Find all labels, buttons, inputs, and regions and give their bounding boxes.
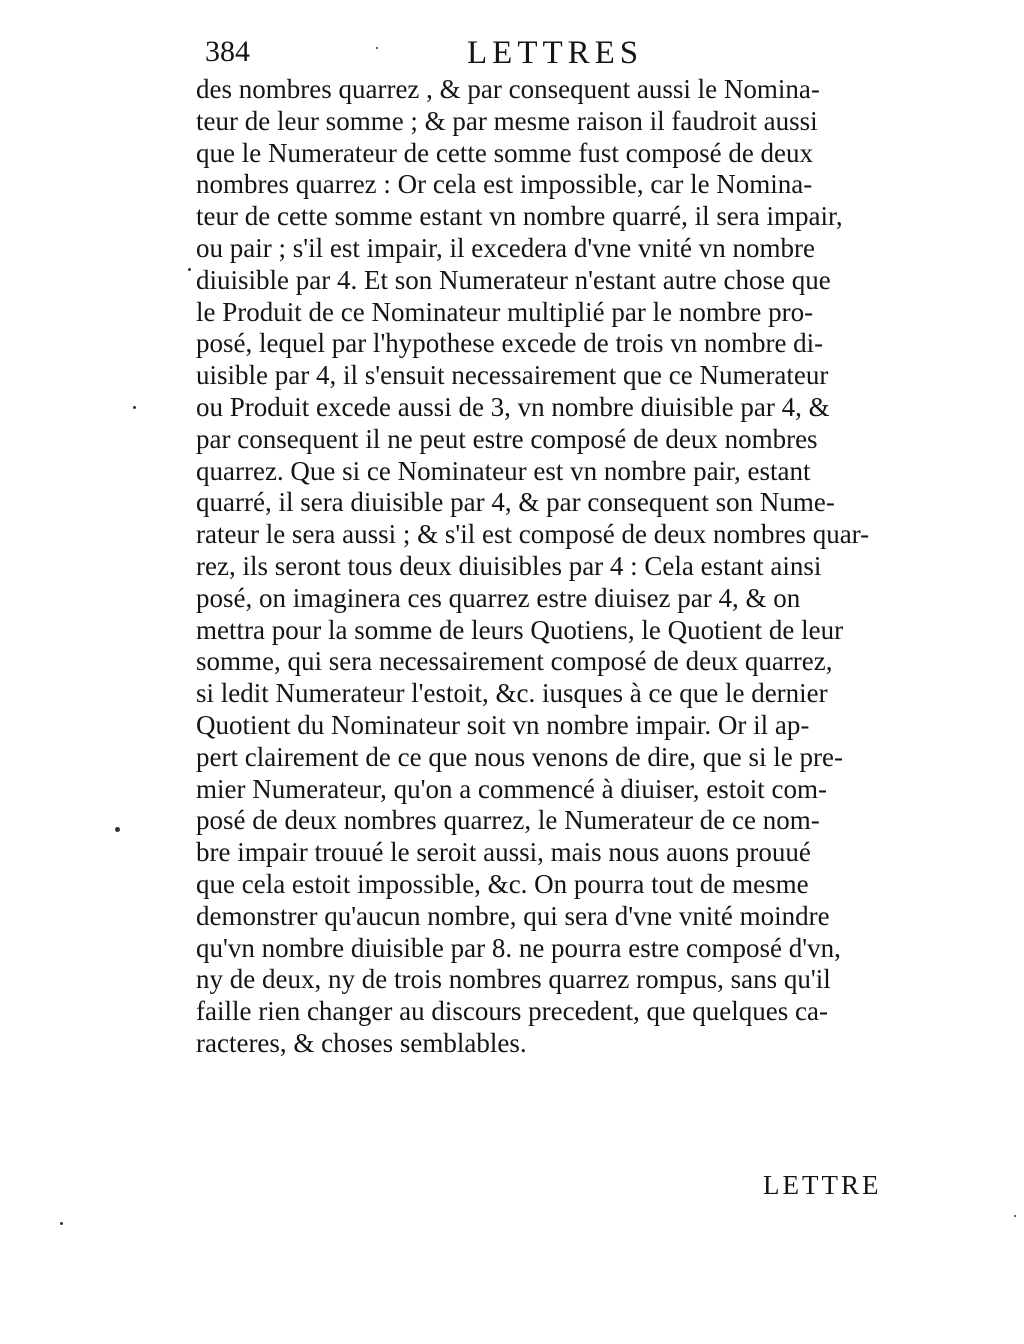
ink-speck (188, 268, 191, 271)
text-line: le Produit de ce Nominateur multiplié par le nombre pro- (196, 296, 814, 327)
text-line: Quotient du Nominateur soit vn nombre impair. Or il ap- (196, 709, 810, 740)
text-line: ny de deux, ny de trois nombres quarrez rompus, sans qu'il (196, 964, 831, 995)
text-line: pert clairement de ce que nous venons de dire, que si le pre- (196, 741, 843, 772)
text-line: bre impair trouué le seroit aussi, mais nous auons prouué (196, 837, 811, 868)
text-line: si ledit Numerateur l'estoit, &c. iusques à ce que le dernier (196, 678, 828, 709)
text-line: mier Numerateur, qu'on a commencé à diuiser, estoit com- (196, 773, 827, 804)
text-line: demonstrer qu'aucun nombre, qui sera d'vne vnité moindre (196, 900, 830, 931)
body-text (196, 74, 936, 1060)
text-line: quarré, il sera diuisible par 4, & par consequent son Nume- (196, 487, 835, 518)
text-line: quarrez. Que si ce Nominateur est vn nombre pair, estant (196, 455, 811, 486)
text-line: diuisible par 4. Et son Numerateur n'estant autre chose que (196, 264, 831, 295)
text-line: que le Numerateur de cette somme fust composé de deux (196, 137, 814, 168)
ink-speck (376, 47, 378, 49)
text-line: rateur le sera aussi ; & s'il est composé de deux nombres quar- (196, 519, 870, 550)
running-head: LETTRES (467, 35, 644, 71)
ink-speck (115, 827, 120, 832)
page-number: 384 (205, 35, 250, 68)
ink-speck (133, 406, 136, 409)
text-line: mettra pour la somme de leurs Quotiens, le Quotient de leur (196, 614, 844, 645)
text-line: rez, ils seront tous deux diuisibles par 4 : Cela estant ainsi (196, 550, 822, 581)
text-line: faille rien changer au discours precedent, que quelques ca- (196, 996, 828, 1027)
text-line: ou Produit excede aussi de 3, vn nombre diuisible par 4, & (196, 391, 830, 422)
text-line: teur de cette somme estant vn nombre quarré, il sera impair, (196, 201, 843, 232)
text-line: teur de leur somme ; & par mesme raison il faudroit aussi (196, 105, 818, 136)
text-line: uisible par 4, il s'ensuit necessairement que ce Numerateur (196, 360, 829, 391)
text-line: posé, lequel par l'hypothese excede de trois vn nombre di- (196, 328, 824, 359)
text-line: des nombres quarrez , & par consequent aussi le Nomina- (196, 74, 820, 104)
text-line: par consequent il ne peut estre composé de deux nombres (196, 423, 818, 454)
page-header (205, 33, 945, 73)
text-line: que cela estoit impossible, &c. On pourra tout de mesme (196, 868, 809, 899)
text-line: qu'vn nombre diuisible par 8. ne pourra estre composé d'vn, (196, 932, 841, 963)
ink-speck (1014, 1215, 1016, 1217)
catchword: LETTRE (763, 1170, 882, 1200)
ink-speck (60, 1222, 63, 1225)
text-line: racteres, & choses semblables. (196, 1027, 527, 1058)
text-line: ou pair ; s'il est impair, il excedera d'vne vnité vn nombre (196, 232, 815, 263)
text-line: nombres quarrez : Or cela est impossible, car le Nomina- (196, 169, 813, 200)
text-line: posé, on imaginera ces quarrez estre diuisez par 4, & on (196, 582, 801, 613)
text-line: posé de deux nombres quarrez, le Numerateur de ce nom- (196, 805, 820, 836)
text-line: somme, qui sera necessairement composé de deux quarrez, (196, 646, 833, 677)
